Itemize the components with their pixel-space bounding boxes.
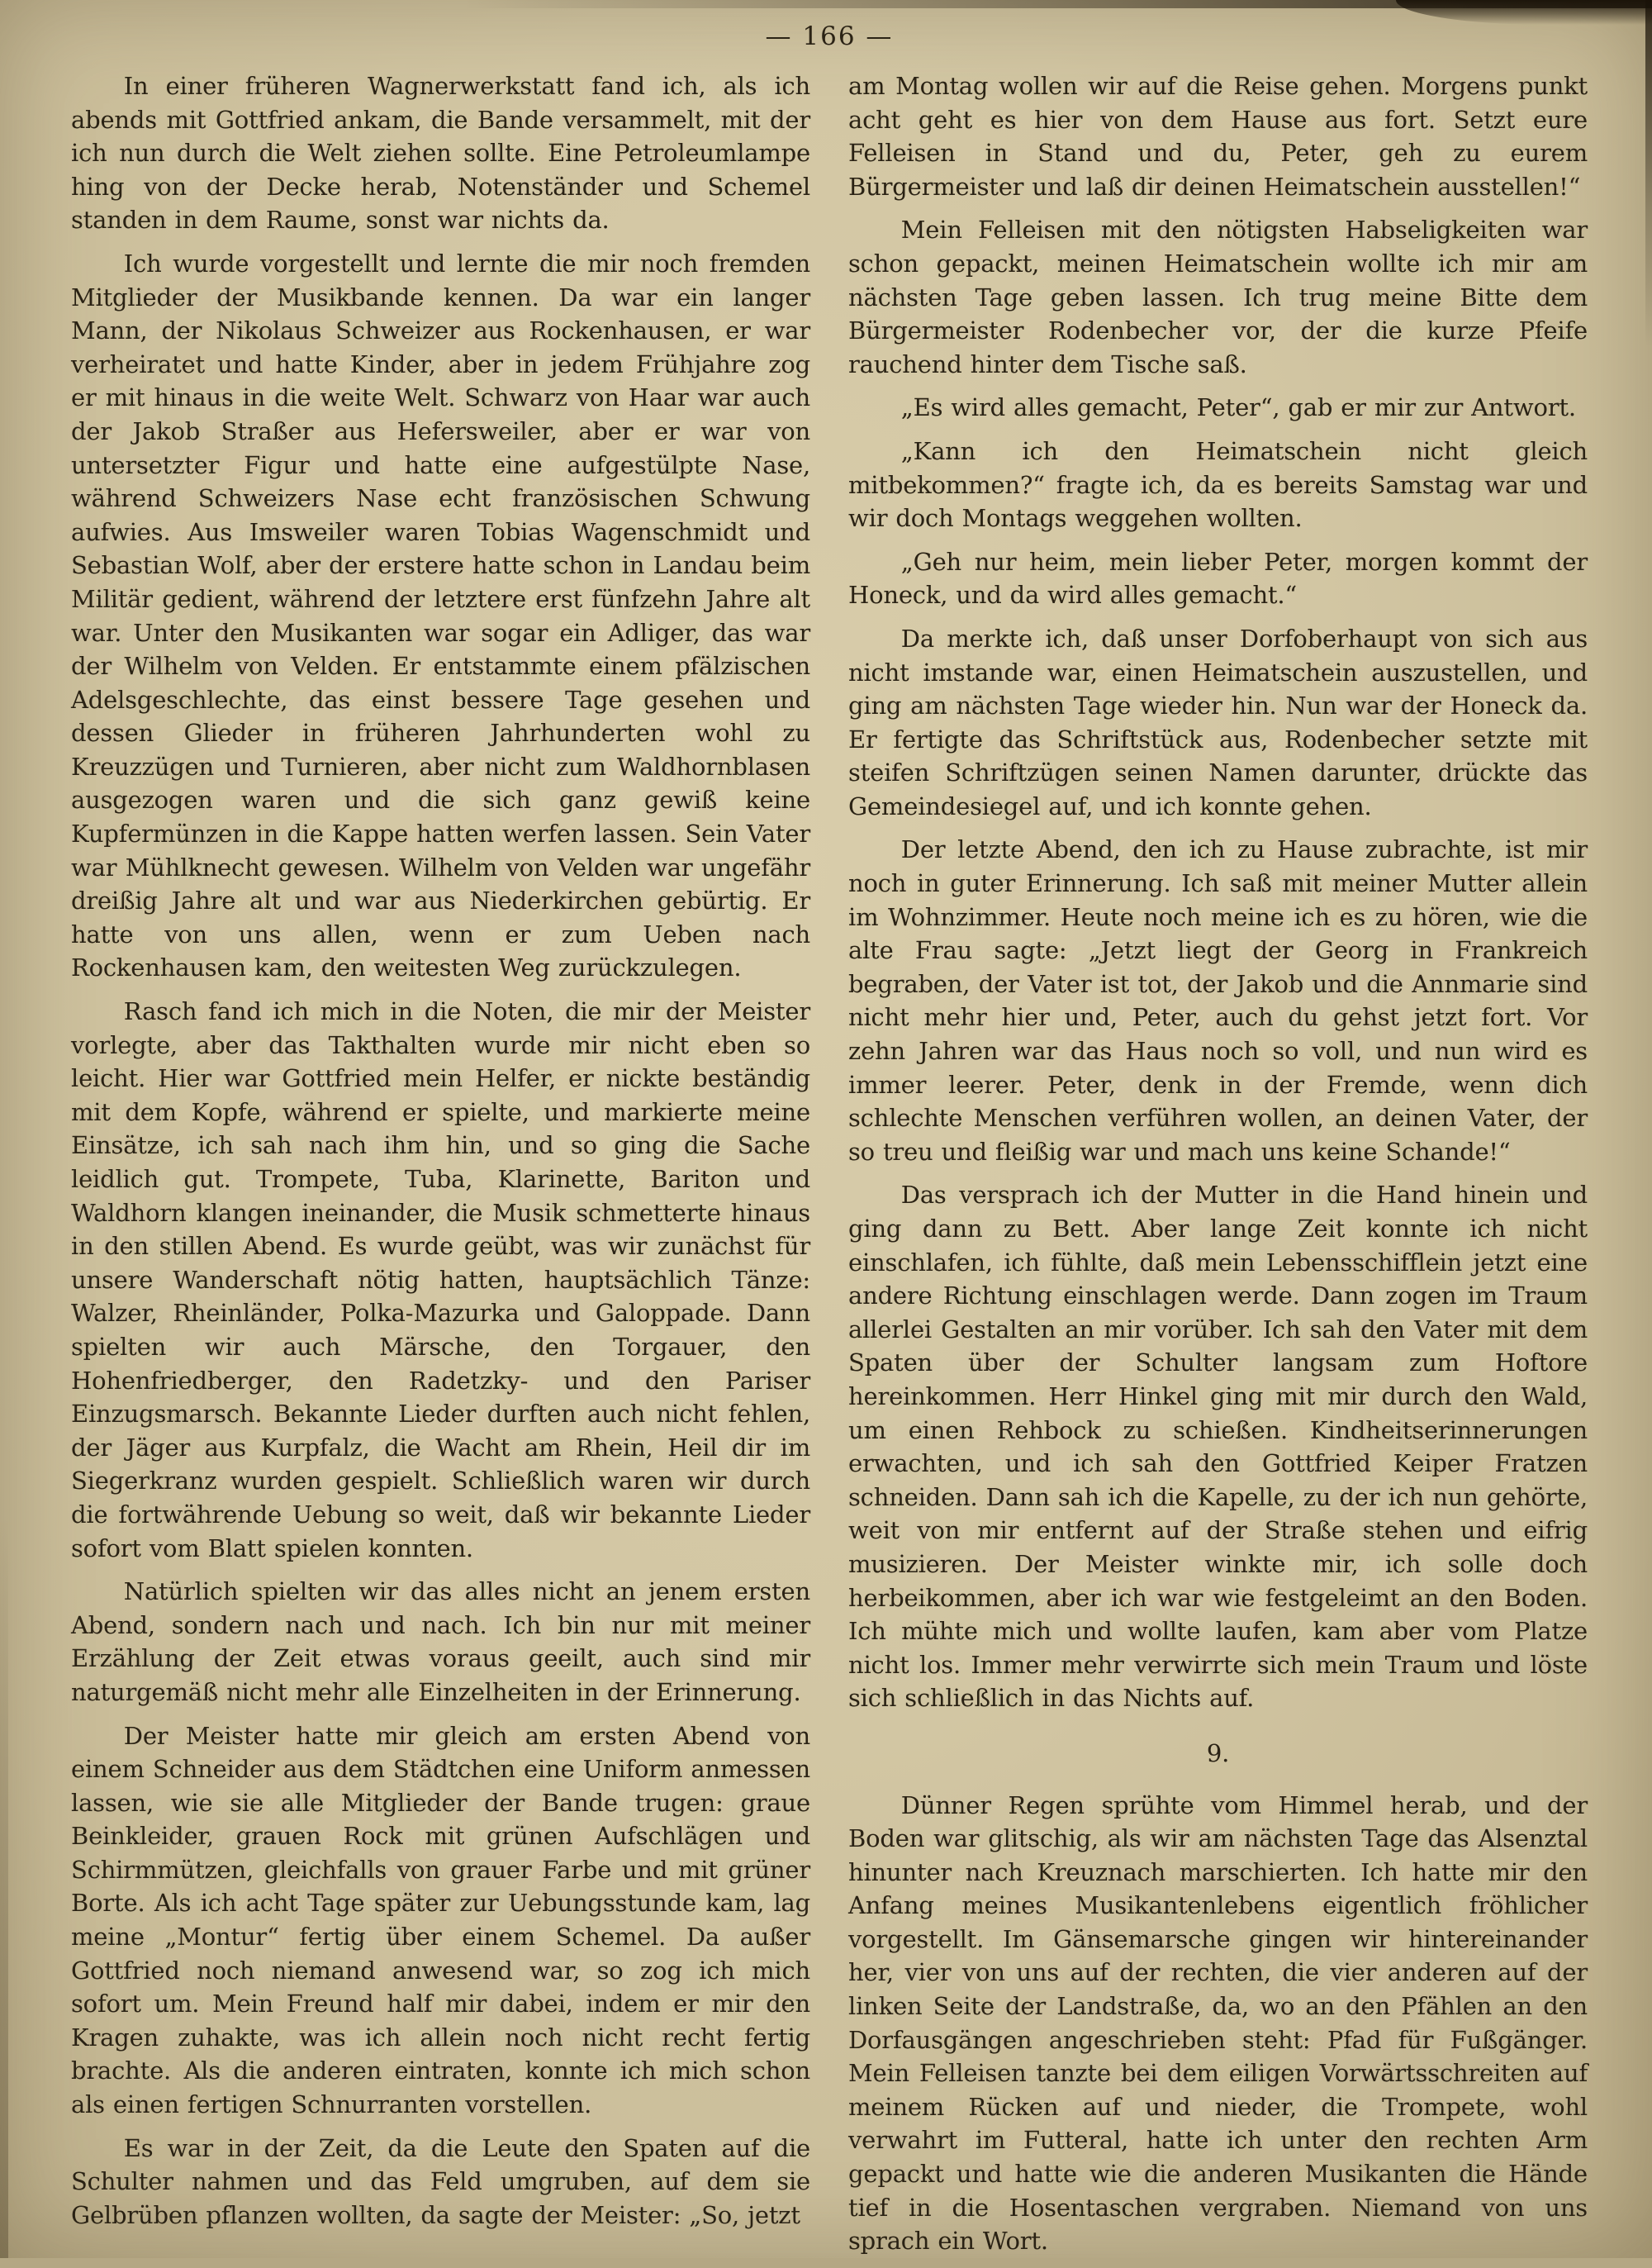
paragraph: „Kann ich den Heimatschein nicht gleich mitbekommen?“ fragte ich, da es bereits Samstag war und wir doch Montags weggehen wollten.: [848, 436, 1588, 533]
paragraph: Natürlich spielten wir das alles nicht an jenem ersten Abend, sondern nach und nach. Ich bin nur mit meiner Erzählung der Zeit etwas voraus geeilt, auch sind mir naturgemäß nicht mehr alle Einzelheiten in der Erinnerung.: [71, 1577, 810, 1706]
paragraph: Es war in der Zeit, da die Leute den Spaten auf die Schulter nahmen und das Feld umgruben, auf dem sie Gelbrüben pflanzen wollten, da sagte der Meister: „So, jetzt: [71, 2133, 810, 2229]
scan-edge-shadow-left: [0, 1514, 8, 2258]
paragraph: „Geh nur heim, mein lieber Peter, morgen kommt der Honeck, und da wird alles gemacht.“: [848, 547, 1588, 610]
page-number: — 166 —: [765, 21, 894, 51]
paragraph: Da merkte ich, daß unser Dorfoberhaupt von sich aus nicht imstande war, einen Heimatschein auszustellen, und ging am nächsten Tage wieder hin. Nun war der Honeck da. Er fertigte das Schriftstück aus, Rodenbecher setzte mit steifen Schriftzügen seinen Namen darunter, drückte das Gemeindesiegel auf, und ich konnte gehen.: [848, 624, 1588, 820]
paragraph: Das versprach ich der Mutter in die Hand hinein und ging dann zu Bett. Aber lange Zeit konnte ich nicht einschlafen, ich fühlte, daß mein Lebensschifflein jetzt eine andere Richtung einschlagen werde. Dann zogen im Traum allerlei Gestalten an mir vorüber. Ich sah den Vater mit dem Spaten über der Schulter langsam zum Hoftore hereinkommen. Herr Hinkel ging mit mir durch den Wald, um einen Rehbock zu schießen. Kindheitserinnerungen erwachten, und ich sah den Gottfried Keiper Fratzen schneiden. Dann sah ich die Kapelle, zu der ich nun gehörte, weit von mir entfernt auf der Straße stehen und eifrig musizieren. Der Meister winkte mir, ich solle doch herbeikommen, aber ich war wie festgeleimt an den Boden. Ich mühte mich und wollte laufen, kam aber vom Platze nicht los. Immer mehr verwirrte sich mein Traum und löste sich schließlich in das Nichts auf.: [848, 1181, 1588, 1713]
right-column: [848, 69, 1588, 2268]
paragraph: Dünner Regen sprühte vom Himmel herab, und der Boden war glitschig, als wir am nächsten Tage das Alsenztal hinunter nach Kreuznach marschierten. Ich hatte mir den Anfang meines Musikantenlebens eigentlich fröhlicher vorgestellt. Im Gänsemarsche gingen wir hintereinander her, vier von uns auf der rechten, die vier anderen auf der linken Seite der Landstraße, da, wo an den Pfählen an den Dorfausgängen angeschrieben steht: Pfad für Fußgänger. Mein Felleisen tanzte bei dem eiligen Vorwärtsschreiten auf meinem Rücken auf und nieder, die Trompete, wohl verwahrt im Futteral, hatte ich unter den rechten Arm gepackt und hatte wie die anderen Musikanten die Hände tief in die Hosentaschen vergraben. Niemand von uns sprach ein Wort.: [848, 1790, 1588, 2256]
paragraph: Ich wurde vorgestellt und lernte die mir noch fremden Mitglieder der Musikbande kennen. Da war ein langer Mann, der Nikolaus Schweizer aus Rockenhausen, er war verheiratet und hatte Kinder, aber in jedem Frühjahre zog er mit hinaus in die weite Welt. Schwarz von Haar war auch der Jakob Straßer aus Hefersweiler, aber er war von untersetzter Figur und hatte eine aufgestülpte Nase, während Schweizers Nase echt französischen Schwung aufwies. Aus Imsweiler waren Tobias Wagenschmidt und Sebastian Wolf, aber der erstere hatte schon in Landau beim Militär gedient, während der letztere erst fünfzehn Jahre alt war. Unter den Musikanten war sogar ein Adliger, das war der Wilhelm von Velden. Er entstammte einem pfälzischen Adelsgeschlechte, das einst bessere Tage gesehen und dessen Glieder in früheren Jahrhunderten wohl zu Kreuzzügen und Turnieren, aber nicht zum Waldhornblasen ausgezogen waren und die sich ganz gewiß keine Kupfermünzen in die Kappe hatten werfen lassen. Sein Vater war Mühlknecht gewesen. Wilhelm von Velden war ungefähr dreißig Jahre alt und war aus Niederkirchen gebürtig. Er hatte von uns allen, wenn er zum Ueben nach Rockenhausen kam, den weitesten Weg zurückzulegen.: [71, 249, 810, 982]
paragraph: Rasch fand ich mich in die Noten, die mir der Meister vorlegte, aber das Takthalten wurde mir nicht eben so leicht. Hier war Gottfried mein Helfer, er nickte beständig mit dem Kopfe, während er spielte, und markierte meine Einsätze, ich sah nach ihm hin, und so ging die Sache leidlich gut. Trompete, Tuba, Klarinette, Bariton und Waldhorn klangen ineinander, die Musik schmetterte hinaus in den stillen Abend. Es wurde geübt, was wir zunächst für unsere Wanderschaft nötig hatten, hauptsächlich Tänze: Walzer, Rheinländer, Polka-Mazurka und Galoppade. Dann spielten wir auch Märsche, den Torgauer, den Hohenfriedberger, den Radetzky- und den Pariser Einzugsmarsch. Bekannte Lieder durften auch nicht fehlen, der Jäger aus Kurpfalz, die Wacht am Rhein, Heil dir im Siegerkranz wurden gespielt. Schließlich waren wir durch die fortwährende Uebung so weit, daß wir bekannte Lieder sofort vom Blatt spielen konnten.: [71, 997, 810, 1562]
paragraph-continuation: am Montag wollen wir auf die Reise gehen. Morgens punkt acht geht es hier von dem Hause aus fort. Setzt eure Felleisen in Stand und du, Peter, geh zu eurem Bürgermeister und laß dir deinen Heimatschein ausstellen!“: [848, 72, 1588, 201]
left-column: [71, 69, 810, 2242]
paragraph: Mein Felleisen mit den nötigsten Habseligkeiten war schon gepackt, meinen Heimatschein wollte ich mir am nächsten Tage geben lassen. Ich trug meine Bitte dem Bürgermeister Rodenbecher vor, der die kurze Pfeife rauchend hinter dem Tische saß.: [848, 216, 1588, 378]
scan-edge-shadow-top: [463, 0, 1652, 8]
page-header: [71, 21, 1588, 51]
scan-edge-shadow-right: [1645, 0, 1652, 347]
paragraph: Der Meister hatte mir gleich am ersten Abend von einem Schneider aus dem Städtchen eine Uniform anmessen lassen, wie sie alle Mitglieder der Bande trugen: graue Beinkleider, grauen Rock mit grünen Aufschlägen und Schirmmützen, gleichfalls von grauer Farbe und mit grüner Borte. Als ich acht Tage später zur Uebungsstunde kam, lag meine „Montur“ fertig über einem Schemel. Da außer Gottfried noch niemand anwesend war, so zog ich mich sofort um. Mein Freund half mir dabei, indem er mir den Kragen zuhakte, was ich allein noch nicht recht fertig brachte. Als die anderen eintraten, konnte ich mich schon als einen fertigen Schnurranten vorstellen.: [71, 1721, 810, 2119]
paragraph: „Es wird alles gemacht, Peter“, gab er mir zur Antwort.: [900, 393, 1576, 422]
text-columns: [71, 69, 1588, 2268]
paragraph: In einer früheren Wagnerwerkstatt fand ich, als ich abends mit Gottfried ankam, die Bande versammelt, mit der ich nun durch die Welt ziehen sollte. Eine Petroleumlampe hing von der Decke herab, Notenständer und Schemel standen in dem Raume, sonst war nichts da.: [71, 72, 810, 235]
paragraph: Der letzte Abend, den ich zu Hause zubrachte, ist mir noch in guter Erinnerung. Ich saß mit meiner Mutter allein im Wohnzimmer. Heute noch meine ich es zu hören, wie die alte Frau sagte: „Jetzt liegt der Georg in Frankreich begraben, der Vater ist tot, der Jakob und die Annmarie sind nicht mehr hier und, Peter, auch du gehst jetzt fort. Vor zehn Jahren war das Haus noch so voll, und nun wird es immer leerer. Peter, denk in der Fremde, wenn dich schlechte Menschen verführen wollen, an deinen Vater, der so treu und fleißig war und mach uns keine Schande!“: [848, 835, 1588, 1166]
section-heading: 9.: [1206, 1738, 1230, 1767]
